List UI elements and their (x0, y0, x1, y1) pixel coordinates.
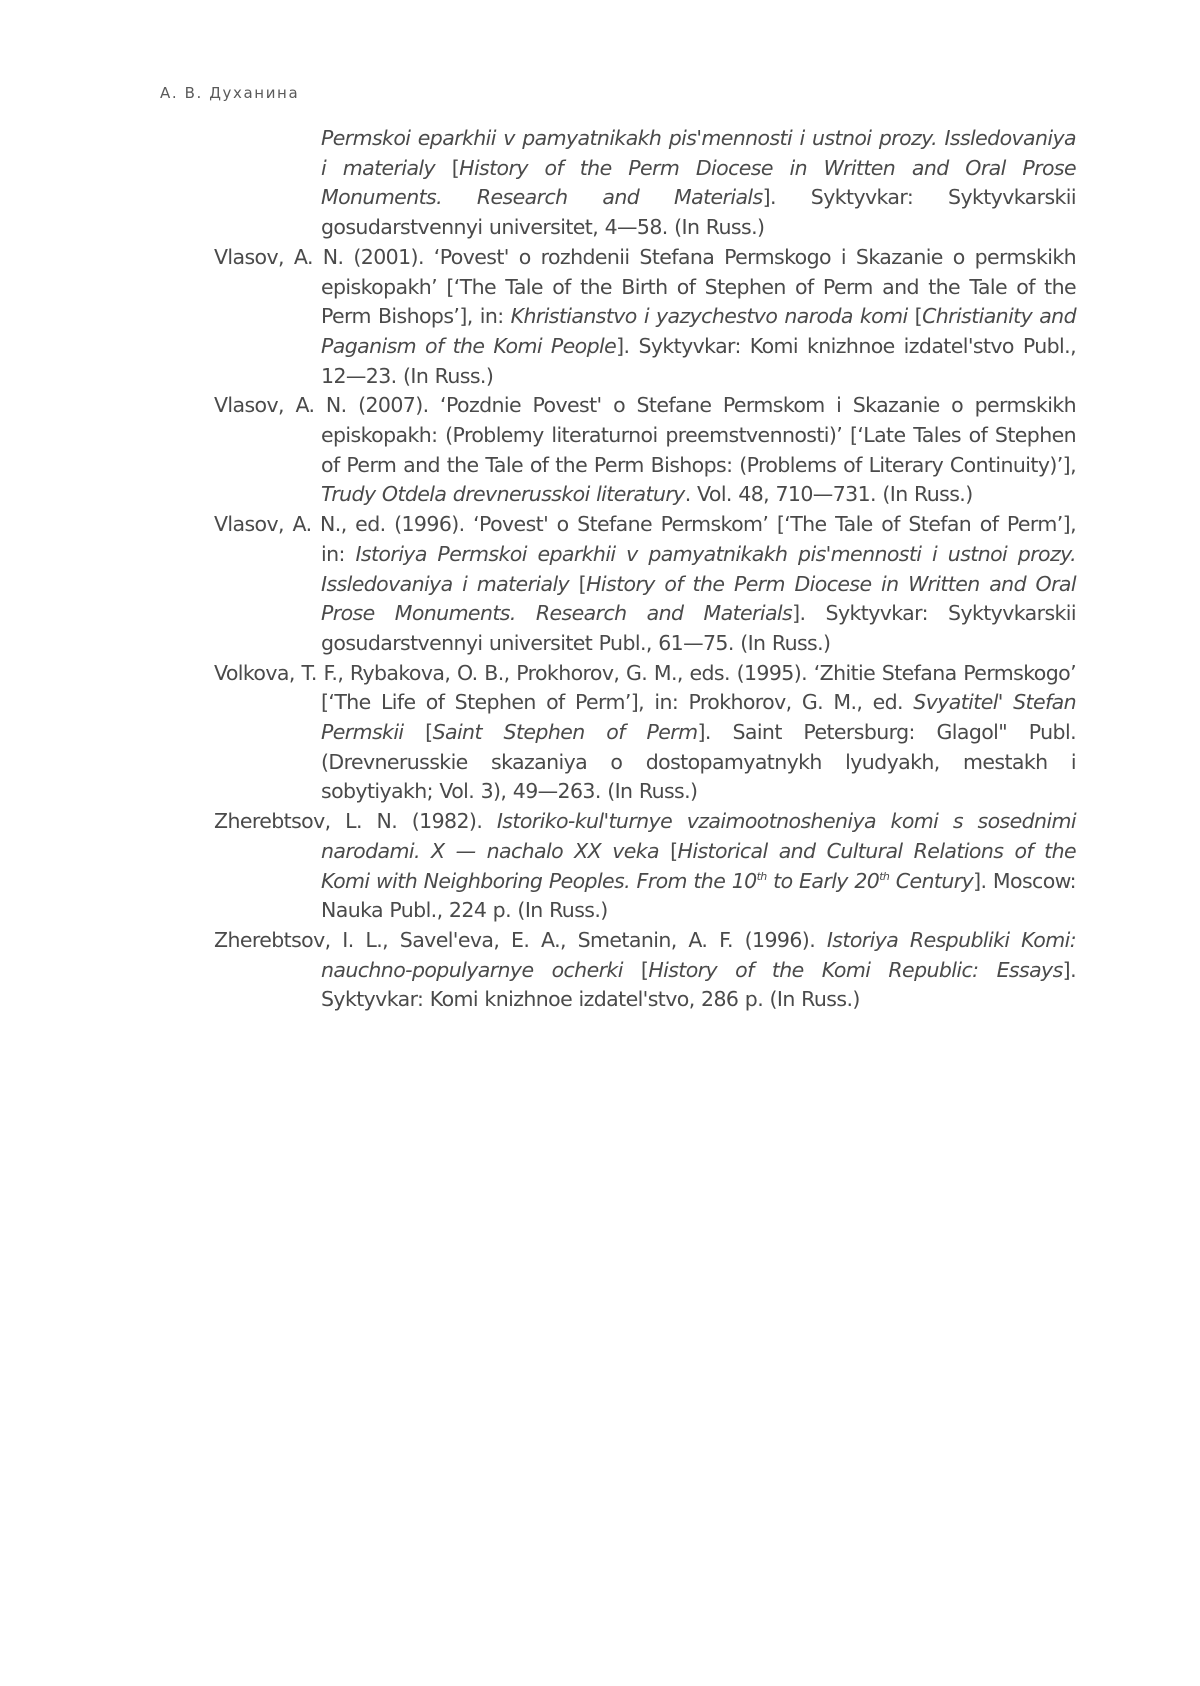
reference-entry (214, 659, 1076, 808)
reference-title-text: Christianity and Paganism of the Komi People (321, 304, 1076, 358)
reference-entry (214, 243, 1076, 392)
reference-text: ]. Syktyvkar: Komi knizhnoe izdatel'stvo Publ., 12—23. (In Russ.) (321, 333, 1076, 388)
reference-text: Zherebtsov, L. N. (1982). (214, 809, 497, 834)
reference-title-text: Istoriko-kul'turnye vzaimootnosheniya komi s sosednimi narodami. X — nachalo XX veka (321, 809, 1076, 863)
reference-entry-continued (214, 124, 1076, 243)
reference-text: [ (907, 304, 923, 329)
running-head: А. В. Духанина (160, 84, 300, 102)
reference-text: [ (403, 720, 433, 745)
reference-title-text: Saint Stephen of Perm (432, 720, 698, 745)
reference-entry (214, 807, 1076, 926)
reference-title-text: to Early 20 (766, 868, 880, 893)
reference-title-text: th (879, 869, 890, 883)
reference-text: ]. Saint Petersburg: Glagol" Publ. (Drevnerusskie skazaniya o dostopamyatnykh lyudyakh, mestakh i sobytiyakh; Vol. 3), 49—263. (In Russ.) (321, 720, 1076, 804)
reference-entry (214, 926, 1076, 1015)
reference-text: Volkova, T. F., Rybakova, O. B., Prokhorov, G. M., eds. (1995). ‘Zhitie Stefana Permskogo’ [‘The Life of Stephen of Perm’], in: Prokhorov, G. M., ed. (214, 660, 1076, 715)
reference-title-text: Trudy Otdela drevnerusskoi literatury (321, 482, 685, 507)
reference-title-text: Khristianstvo i yazychestvo naroda komi (510, 304, 908, 329)
reference-text: ]. Syktyvkar: Syktyvkarskii gosudarstvennyi universitet, 4—58. (In Russ.) (321, 185, 1076, 240)
reference-text: [ (435, 155, 460, 180)
reference-text: ]. Syktyvkar: Syktyvkarskii gosudarstvennyi universitet Publ., 61—75. (In Russ.) (321, 601, 1076, 655)
reference-title-text: Istoriya Respubliki Komi: nauchno-populyarnye ocherki (321, 927, 1076, 982)
reference-title-text: History of the Perm Diocese in Written and Oral Prose Monuments. Research and Materials (321, 571, 1076, 626)
reference-title-text: Svyatitel' Stefan Permskii (321, 690, 1076, 745)
reference-title-text: History of the Komi Republic: Essays (648, 957, 1063, 982)
reference-text: Vlasov, A. N., ed. (1996). ‘Povest' o Stefane Permskom’ [‘The Tale of Stefan of Perm’], in: (214, 512, 1076, 566)
reference-list (214, 124, 1076, 1015)
reference-text: [ (569, 571, 587, 596)
reference-title-text: History of the Perm Diocese in Written and Oral Prose Monuments. Research and Materials (321, 155, 1076, 210)
reference-text: Zherebtsov, I. L., Savel'eva, E. A., Smetanin, A. F. (1996). (214, 927, 827, 952)
reference-title-text: Historical and Cultural Relations of the Komi with Neighboring Peoples. From the 10 (321, 838, 1076, 893)
reference-text: ]. Syktyvkar: Komi knizhnoe izdatel'stvo, 286 p. (In Russ.) (321, 957, 1076, 1012)
reference-text: Vlasov, A. N. (2001). ‘Povest' o rozhdenii Stefana Permskogo i Skazanie o permskikh episkopakh’ [‘The Tale of the Birth of Stephen of Perm and the Tale of the Perm Bishops’], in: (214, 244, 1076, 329)
reference-title-text: Istoriya Permskoi eparkhii v pamyatnikakh pis'mennosti i ustnoi prozy. Issledovaniya i materialy (321, 541, 1076, 596)
reference-title-text: Permskoi eparkhii v pamyatnikakh pis'mennosti i ustnoi prozy. Issledovaniya i materialy (321, 126, 1076, 180)
reference-text: Vlasov, A. N. (2007). ‘Pozdnie Povest' o Stefane Permskom i Skazanie o permskikh episkopakh: (Problemy literaturnoi preemstvennosti)’ [‘Late Tales of Stephen of Perm and the Tale of the Perm Bishops: (Problems of Literary Continuity)’], (214, 393, 1076, 477)
reference-text: [ (659, 838, 678, 863)
reference-text: ]. Moscow: Nauka Publ., 224 p. (In Russ.) (321, 868, 1076, 923)
reference-text: . Vol. 48, 710—731. (In Russ.) (684, 482, 973, 507)
reference-title-text: th (756, 869, 767, 883)
reference-entry (214, 510, 1076, 659)
reference-text: [ (622, 957, 649, 982)
reference-entry (214, 391, 1076, 510)
reference-title-text: Century (889, 868, 974, 893)
